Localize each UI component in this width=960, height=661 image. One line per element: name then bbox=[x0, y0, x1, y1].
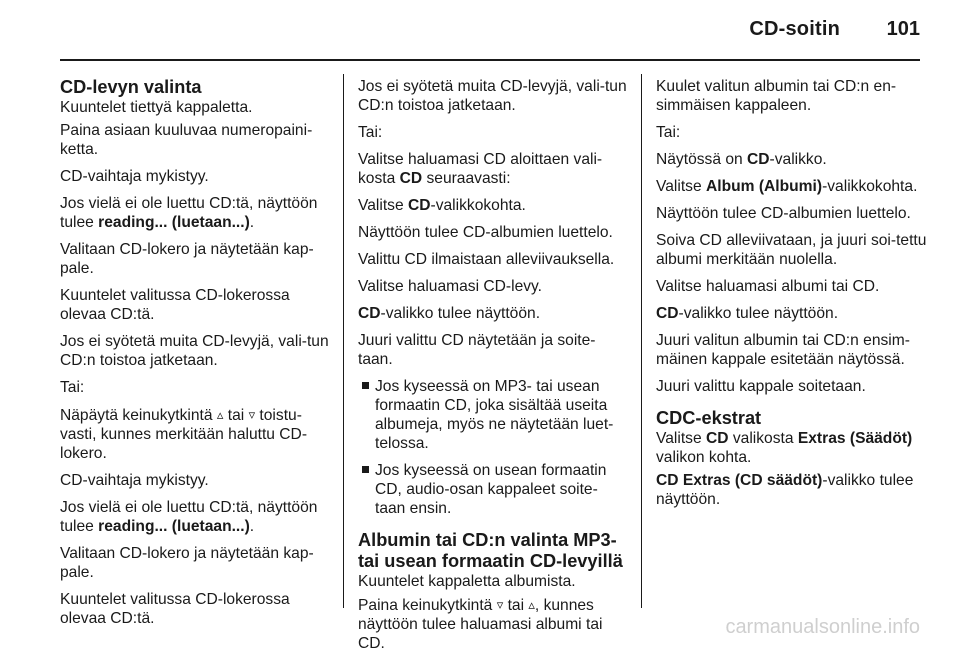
menu-name: CD bbox=[656, 305, 679, 322]
text: Jos vielä ei ole luettu CD:tä, näyttöön tulee bbox=[60, 499, 318, 535]
text: -valikkokohta. bbox=[430, 197, 526, 214]
text: tai bbox=[503, 597, 529, 614]
menu-name: CD Extras (CD säädöt) bbox=[656, 472, 823, 489]
paragraph: Tai: bbox=[358, 124, 383, 141]
section-heading: CDC-ekstrat bbox=[656, 408, 762, 428]
paragraph bbox=[358, 595, 628, 653]
paragraph: Näyttöön tulee CD-albumien luettelo. bbox=[358, 224, 613, 241]
paragraph: Valittu CD ilmaistaan alleviivauksella. bbox=[358, 251, 615, 268]
rocker-down-icon: ▿ bbox=[496, 597, 504, 612]
paragraph: Kuulet valitun albumin tai CD:n en-simmäisen kappaleen. bbox=[656, 78, 897, 114]
rocker-down-icon: ▿ bbox=[248, 407, 256, 422]
paragraph: Valitaan CD-lokero ja näytetään kap-pale. bbox=[60, 241, 314, 277]
text: -valikkokohta. bbox=[822, 178, 918, 195]
menu-name: CD bbox=[358, 305, 381, 322]
text: valikosta bbox=[728, 430, 798, 447]
paragraph bbox=[60, 498, 330, 536]
paragraph bbox=[656, 304, 930, 323]
watermark: carmanualsonline.info bbox=[725, 616, 920, 638]
display-message: reading... (luetaan...) bbox=[98, 518, 250, 535]
paragraph: Valitaan CD-lokero ja näytetään kap-pale. bbox=[60, 545, 314, 581]
paragraph bbox=[358, 150, 628, 188]
text: seuraavasti: bbox=[422, 170, 511, 187]
menu-name: CD bbox=[407, 197, 431, 214]
paragraph bbox=[358, 304, 628, 323]
bullet-square-icon bbox=[362, 382, 369, 389]
text: toistu-vasti, kunnes merkitään haluttu CD-lokero. bbox=[60, 407, 308, 462]
paragraph: Tai: bbox=[656, 124, 681, 141]
paragraph: Jos ei syötetä muita CD-levyjä, vali-tun CD:n toistoa jatketaan. bbox=[60, 333, 329, 369]
paragraph: Paina asiaan kuuluvaa numeropaini-ketta. bbox=[60, 122, 313, 158]
paragraph: CD-vaihtaja mykistyy. bbox=[60, 472, 209, 489]
bullet-text: Jos kyseessä on usean formaatin CD, audio-osan kappaleet soite-taan ensin. bbox=[375, 462, 607, 517]
text: Valitse bbox=[358, 197, 408, 214]
paragraph: Tai: bbox=[60, 379, 85, 396]
menu-name: CD bbox=[747, 151, 770, 168]
paragraph bbox=[358, 196, 628, 215]
text: -valikko tulee näyttöön. bbox=[380, 305, 541, 322]
paragraph: Juuri valittu CD näytetään ja soite-taan. bbox=[358, 332, 596, 368]
paragraph: Kuuntelet valitussa CD-lokerossa olevaa CD:tä. bbox=[60, 591, 290, 627]
rocker-up-icon: ▵ bbox=[216, 407, 224, 422]
paragraph: Valitse haluamasi CD-levy. bbox=[358, 278, 543, 295]
paragraph: Juuri valittu kappale soitetaan. bbox=[656, 378, 866, 395]
paragraph bbox=[656, 177, 930, 196]
menu-name: CD bbox=[399, 170, 423, 187]
header-rule bbox=[60, 59, 920, 61]
paragraph: Juuri valitun albumin tai CD:n ensim-mäinen kappale esitetään näytössä. bbox=[656, 332, 910, 368]
paragraph: Näyttöön tulee CD-albumien luettelo. bbox=[656, 205, 911, 222]
column-divider bbox=[343, 74, 344, 608]
bullet-square-icon bbox=[362, 466, 369, 473]
text: Valitse haluamasi CD aloittaen vali-kosta bbox=[358, 151, 603, 187]
text: Valitse bbox=[656, 178, 706, 195]
column-3 bbox=[656, 77, 930, 517]
text: Näytössä on bbox=[656, 151, 748, 168]
text: -valikko. bbox=[769, 151, 827, 168]
menu-item-name: Album (Albumi) bbox=[705, 178, 823, 195]
column-1 bbox=[60, 77, 330, 636]
menu-name: CD bbox=[705, 430, 729, 447]
menu-item-name: Extras (Säädöt) bbox=[797, 430, 913, 447]
page-header bbox=[0, 0, 960, 60]
bullet-item bbox=[358, 377, 628, 453]
paragraph: Soiva CD alleviivataan, ja juuri soi-tettu albumi merkitään nuolella. bbox=[656, 232, 927, 268]
bullet-item bbox=[358, 461, 628, 518]
paragraph bbox=[60, 194, 330, 232]
display-message: reading... (luetaan...) bbox=[98, 214, 250, 231]
paragraph: CD-vaihtaja mykistyy. bbox=[60, 168, 209, 185]
paragraph bbox=[60, 405, 330, 463]
paragraph: Kuuntelet tiettyä kappaletta. bbox=[60, 99, 253, 116]
text: valikon kohta. bbox=[656, 449, 752, 466]
bullet-text: Jos kyseessä on MP3- tai usean formaatin CD, joka sisältää useita albumeja, myös ne näytetään luet-telossa. bbox=[375, 378, 614, 452]
paragraph bbox=[656, 471, 930, 509]
text: tai bbox=[223, 407, 249, 424]
text: Paina keinukytkintä bbox=[358, 597, 497, 614]
text: Näpäytä keinukytkintä bbox=[60, 407, 217, 424]
text: -valikko tulee näyttöön. bbox=[656, 472, 914, 508]
section-heading: CD-levyn valinta bbox=[60, 77, 202, 97]
paragraph bbox=[656, 429, 930, 467]
column-2 bbox=[358, 77, 628, 661]
section-title: CD-soitin bbox=[749, 18, 840, 40]
text: Valitse bbox=[656, 430, 706, 447]
paragraph: Valitse haluamasi albumi tai CD. bbox=[656, 278, 880, 295]
text: . bbox=[249, 518, 255, 535]
paragraph bbox=[656, 150, 930, 169]
rocker-up-icon: ▵ bbox=[528, 597, 535, 612]
page-number: 101 bbox=[886, 18, 920, 40]
text: -valikko tulee näyttöön. bbox=[678, 305, 839, 322]
paragraph: Kuuntelet valitussa CD-lokerossa olevaa CD:tä. bbox=[60, 287, 290, 323]
text: Jos vielä ei ole luettu CD:tä, näyttöön tulee bbox=[60, 195, 318, 231]
section-heading: Albumin tai CD:n valinta MP3- tai usean formaatin CD-levyillä bbox=[358, 530, 623, 571]
text: , kunnes näyttöön tulee haluamasi albumi tai CD. bbox=[358, 597, 603, 652]
paragraph: Jos ei syötetä muita CD-levyjä, vali-tun CD:n toistoa jatketaan. bbox=[358, 78, 627, 114]
paragraph: Kuuntelet kappaletta albumista. bbox=[358, 573, 576, 590]
column-divider bbox=[641, 74, 642, 608]
text: . bbox=[249, 214, 255, 231]
